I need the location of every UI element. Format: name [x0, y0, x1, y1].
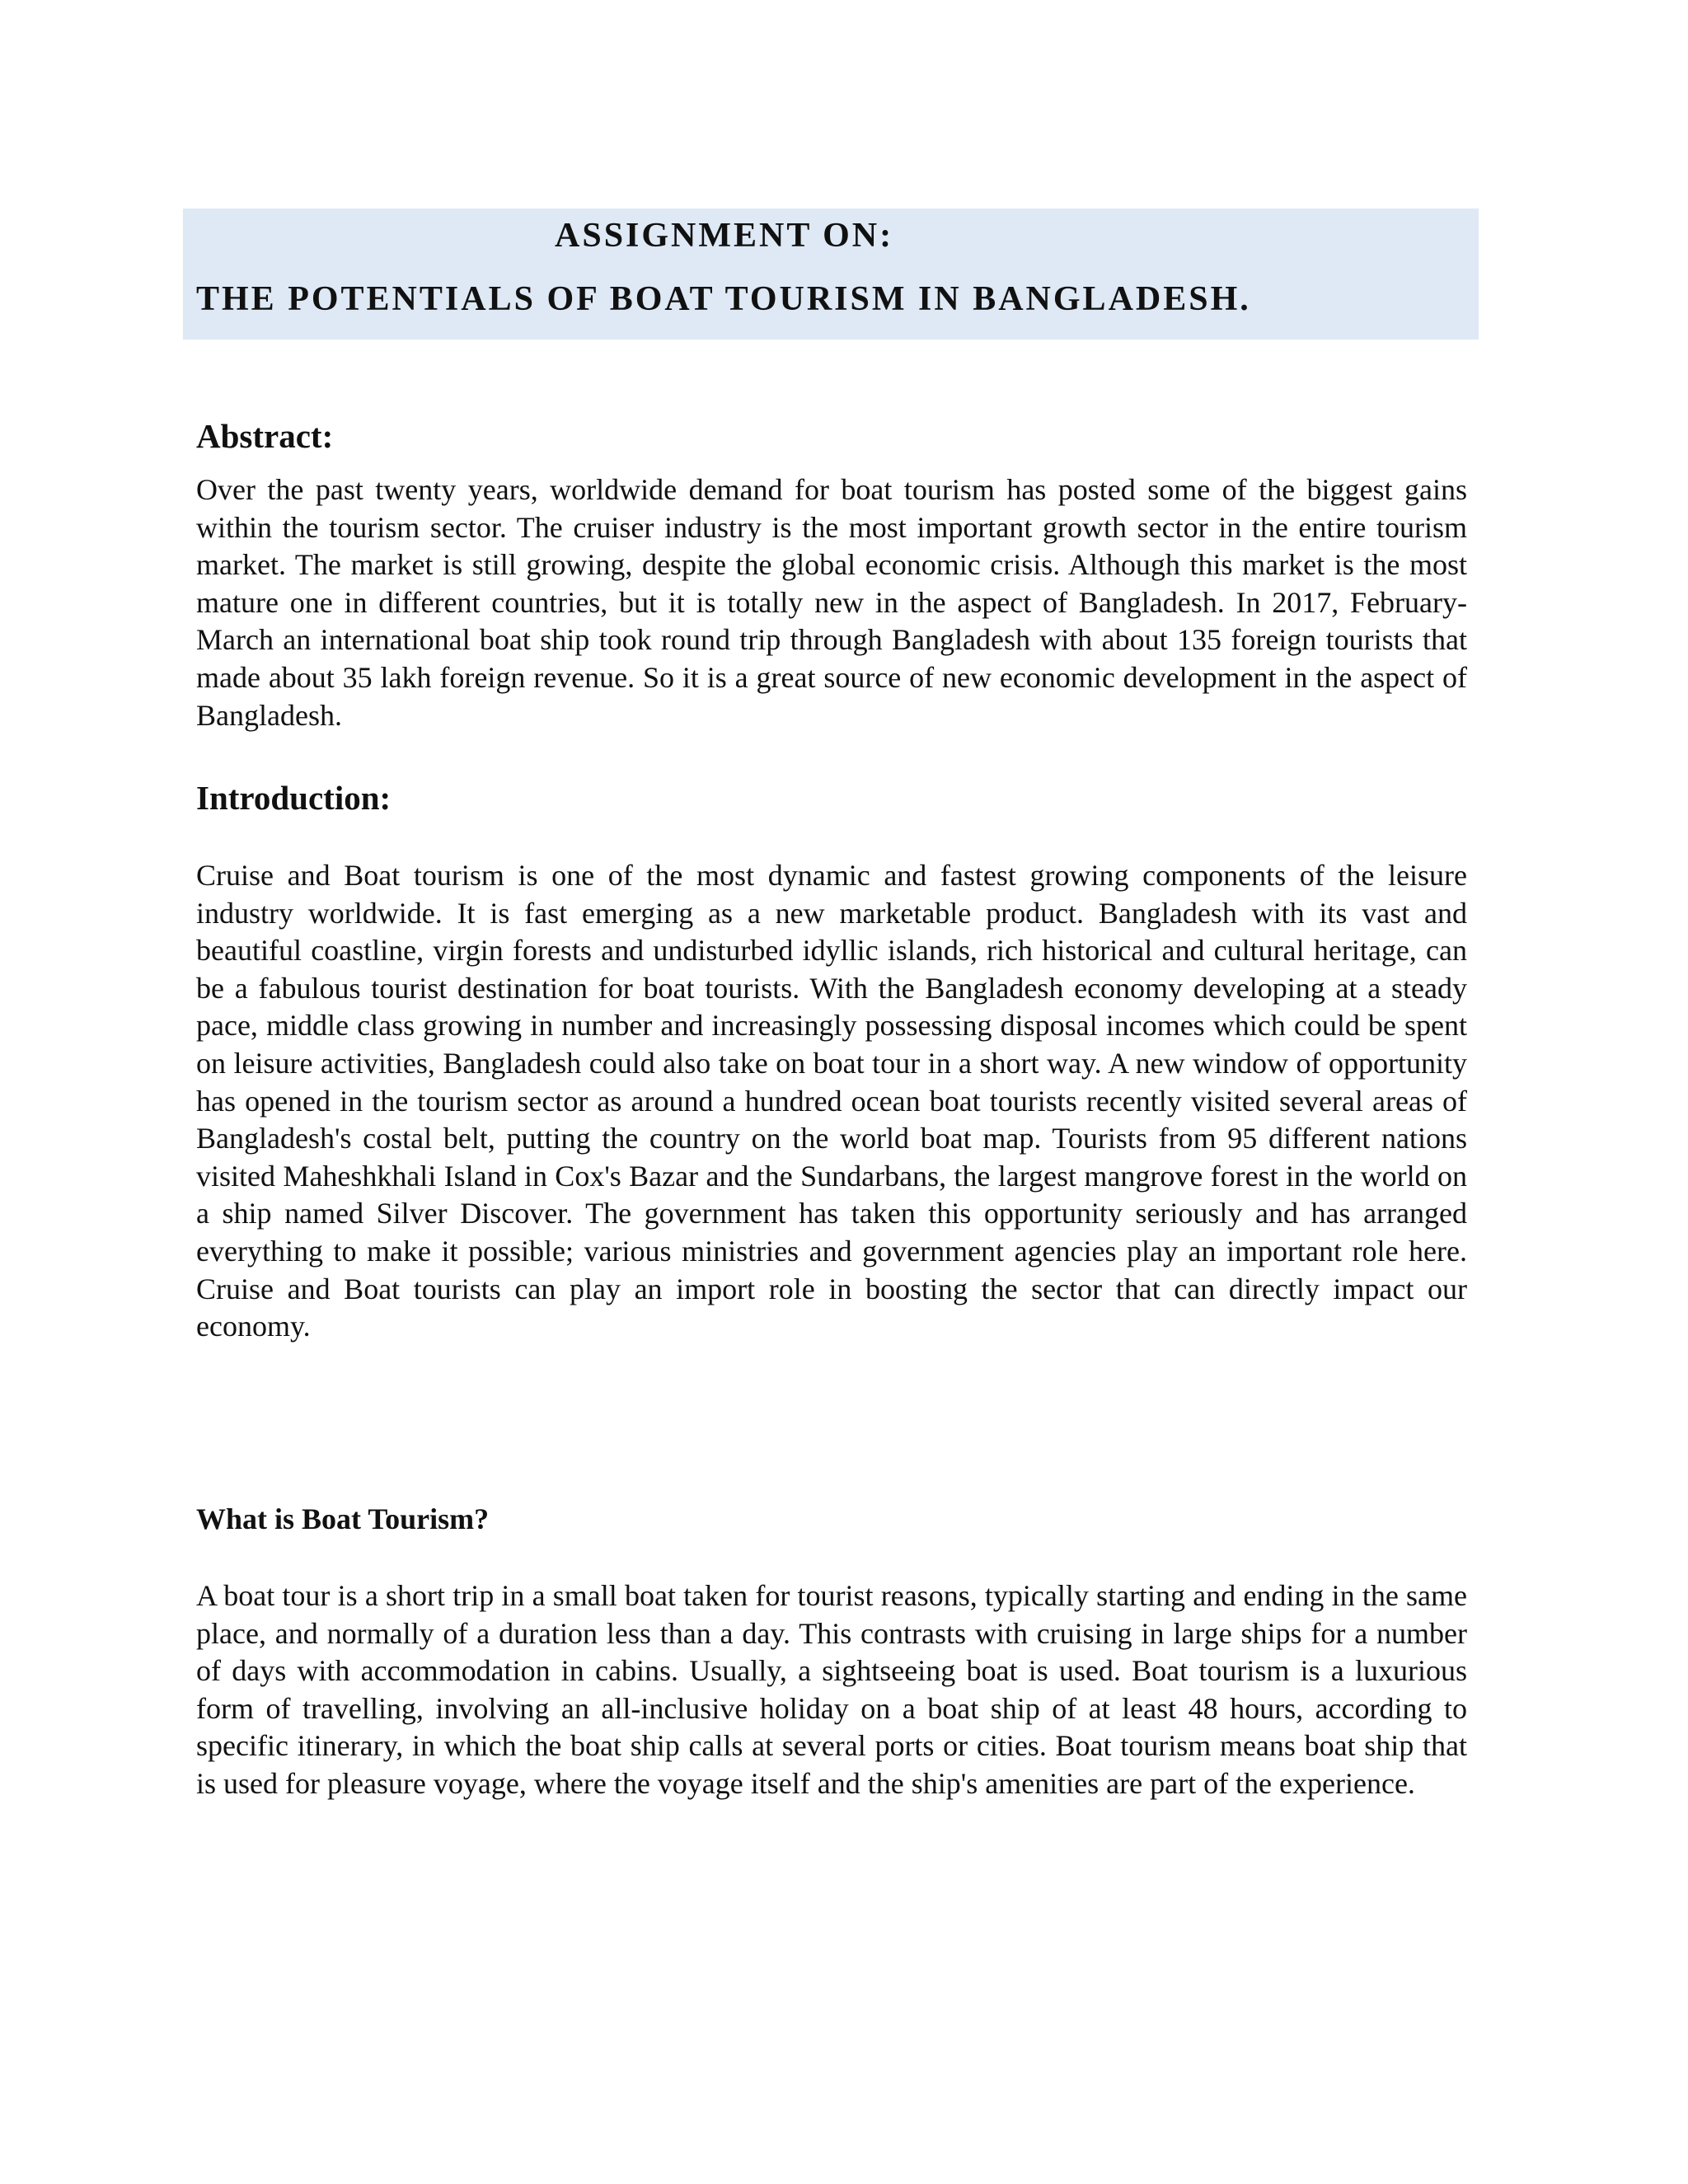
- introduction-paragraph: Cruise and Boat tourism is one of the most dynamic and fastest growing components of the leisure industry worldwide. It is fast emerging as a new marketable product. Bangladesh with its vast and beautiful coastline, virgin forests and undisturbed idyllic islands, rich historical and cultural heritage, can be a fabulous tourist destination for boat tourists. With the Bangladesh economy developing at a steady pace, middle class growing in number and increasingly possessing disposal incomes which could be spent on leisure activities, Bangladesh could also take on boat tour in a short way. A new window of opportunity has opened in the tourism sector as around a hundred ocean boat tourists recently visited several areas of Bangladesh's costal belt, putting the country on the world boat map. Tourists from 95 different nations visited Maheshkhali Island in Cox's Bazar and the Sundarbans, the largest mangrove forest in the world on a ship named Silver Discover. The government has taken this opportunity seriously and has arranged everything to make it possible; various ministries and government agencies play an important role here. Cruise and Boat tourists can play an import role in boosting the sector that can directly impact our economy.: [196, 859, 1467, 1343]
- document-title: THE POTENTIALS OF BOAT TOURISM IN BANGLADESH.: [196, 280, 1251, 318]
- abstract-heading: Abstract:: [196, 417, 334, 455]
- introduction-heading: Introduction:: [196, 779, 392, 817]
- what-is-boat-tourism-heading: What is Boat Tourism?: [196, 1502, 490, 1535]
- assignment-label: ASSIGNMENT ON:: [555, 217, 894, 255]
- abstract-paragraph: Over the past twenty years, worldwide demand for boat tourism has posted some of the biggest gains within the tourism sector. The cruiser industry is the most important growth sector in the entire tourism market. The market is still growing, despite the global economic crisis. Although this market is the most mature one in different countries, but it is totally new in the aspect of Bangladesh. In 2017, February-March an international boat ship took round trip through Bangladesh with about 135 foreign tourists that made about 35 lakh foreign revenue. So it is a great source of new economic development in the aspect of Bangladesh.: [196, 473, 1467, 732]
- what-is-boat-tourism-paragraph: A boat tour is a short trip in a small boat taken for tourist reasons, typically starting and ending in the same place, and normally of a duration less than a day. This contrasts with cruising in large ships for a number of days with accommodation in cabins. Usually, a sightseeing boat is used. Boat tourism is a luxurious form of travelling, involving an all-inclusive holiday on a boat ship of at least 48 hours, according to specific itinerary, in which the boat ship calls at several ports or cities. Boat tourism means boat ship that is used for pleasure voyage, where the voyage itself and the ship's amenities are part of the experience.: [196, 1579, 1467, 1800]
